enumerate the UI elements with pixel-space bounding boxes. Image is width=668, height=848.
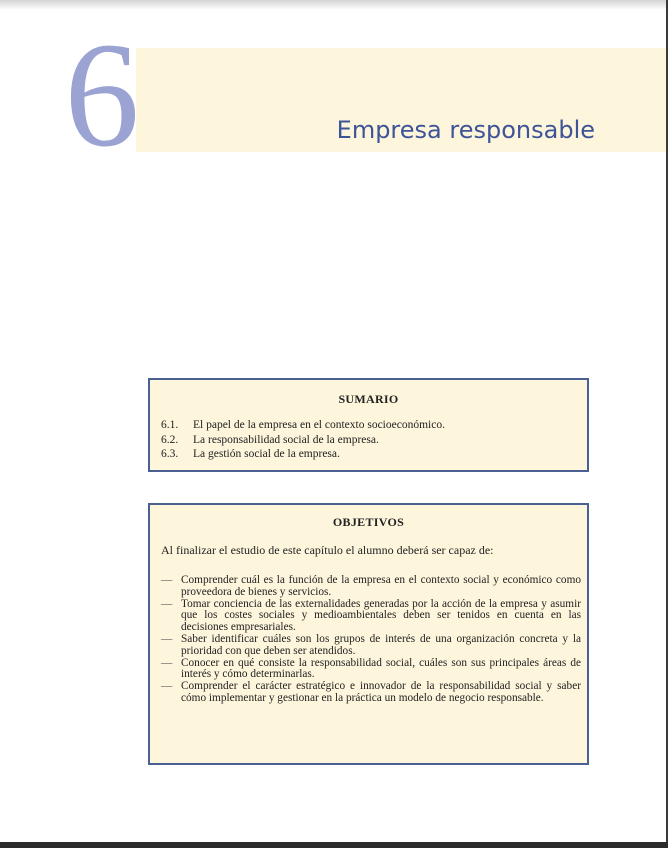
dash-bullet: — (161, 656, 173, 669)
page-bottom-edge (0, 842, 668, 848)
sumario-box (148, 378, 589, 472)
objetivo-text: Tomar conciencia de las externalidades generadas por la acción de la empresa y asumir que los costes sociales y medioambientales deben ser tenidos en cuenta en las decisiones empresariales. (181, 597, 581, 634)
objetivos-box (148, 503, 589, 765)
objetivo-item (161, 634, 581, 658)
objetivo-text: Comprender el carácter estratégico e innovador de la responsabilidad social y saber cómo implementar y gestionar en la práctica un modelo de negocio responsable. (181, 680, 581, 704)
dash-bullet: — (161, 597, 173, 610)
dash-bullet: — (161, 680, 173, 693)
objetivos-heading: OBJETIVOS (332, 515, 405, 529)
objetivos-intro: Al finalizar el estudio de este capítulo el alumno deberá ser capaz de: (161, 543, 494, 557)
sumario-item-number: 6.1. (161, 419, 179, 431)
sumario-list (161, 418, 445, 462)
objetivo-item (161, 575, 581, 599)
dash-bullet: — (161, 574, 173, 586)
sumario-item (161, 447, 445, 462)
sumario-item-text: El papel de la empresa en el contexto socioeconómico. (193, 419, 445, 431)
objetivo-item (161, 658, 581, 682)
sumario-item-number: 6.3. (161, 448, 179, 460)
sumario-item-text: La responsabilidad social de la empresa. (193, 433, 379, 446)
objetivo-item (161, 681, 581, 705)
objetivo-text: Saber identificar cuáles son los grupos de interés de una organización concreta y la prioridad con que deben ser atendidos. (181, 632, 581, 657)
sumario-item-number: 6.2. (161, 433, 179, 446)
objetivo-item (161, 599, 581, 634)
sumario-heading: SUMARIO (338, 392, 399, 406)
dash-bullet: — (161, 632, 173, 645)
chapter-title: Empresa responsable (336, 116, 595, 144)
objetivo-text: Conocer en qué consiste la responsabilidad social, cuáles son sus principales áreas de interés y cómo determinarlas. (181, 656, 581, 681)
page-top-shadow (0, 0, 668, 10)
sumario-item-text: La gestión social de la empresa. (193, 448, 340, 460)
sumario-item (161, 418, 445, 433)
chapter-number: 6 (64, 12, 140, 178)
objetivos-list (161, 575, 581, 705)
objetivo-text: Comprender cuál es la función de la empresa en el contexto social y económico como proveedora de bienes y servicios. (181, 574, 581, 598)
sumario-item (161, 433, 445, 448)
